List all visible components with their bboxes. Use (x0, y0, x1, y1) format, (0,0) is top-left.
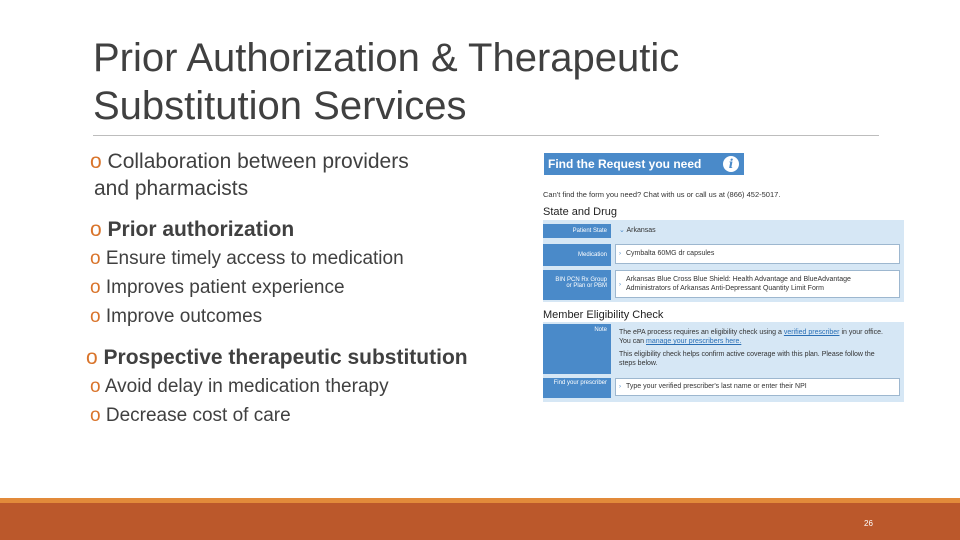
note-line4: steps below. (619, 360, 658, 367)
bullet-text: Prospective therapeutic substitution (103, 346, 468, 369)
note-line3: This eligibility check helps confirm active coverage with this plan. Please follow the (619, 351, 875, 358)
bullet-text: Collaboration between providers (107, 150, 409, 173)
slide-title (93, 34, 793, 130)
bin-pcn-label-line2: or Plan or PBM (566, 283, 607, 289)
find-prescriber-label: Find your prescriber (543, 378, 611, 398)
prescriber-search-input[interactable] (615, 378, 900, 396)
bullet-marker: o (86, 346, 98, 369)
manage-prescribers-link[interactable]: manage your prescribers here. (646, 338, 742, 345)
bullet-text: and pharmacists (94, 177, 249, 200)
sub-bullet-text: Decrease cost of care (105, 405, 291, 426)
bullet-marker: o (90, 376, 101, 397)
medication-value: Cymbalta 60MG dr capsules (626, 250, 715, 257)
state-drug-form (543, 220, 904, 302)
find-prescriber-row (543, 378, 904, 398)
bullet-marker: o (90, 218, 102, 241)
sub-bullet-text: Avoid delay in medication therapy (104, 376, 389, 397)
sub-bullet-text: Ensure timely access to medication (105, 248, 404, 269)
page-number: 26 (864, 519, 873, 528)
sub-bullet-text: Improve outcomes (105, 306, 263, 327)
epa-screenshot-panel (540, 150, 905, 410)
note-line2a: You can (619, 338, 646, 345)
help-note: Can't find the form you need? Chat with us or call us at (866) 452-5017. (543, 190, 781, 199)
footer-accent-line (0, 498, 960, 503)
medication-row (543, 244, 904, 266)
bin-pcn-row (543, 270, 904, 300)
plan-value-line1: Arkansas Blue Cross Blue Shield: Health Advantage and BlueAdvantage (626, 276, 851, 283)
patient-state-row (543, 224, 904, 238)
note-row (543, 324, 904, 374)
chevron-down-icon: ⌄ (619, 227, 625, 234)
bullet-therapeutic-substitution (86, 344, 468, 371)
patient-state-value: Arkansas (626, 227, 656, 234)
bullet-marker: o (90, 150, 102, 173)
plan-value-line2: Administrators of Arkansas Anti-Depressant Quantity Limit Form (626, 285, 825, 292)
sub-bullet (90, 404, 291, 428)
bullet-marker: o (90, 306, 101, 327)
section-member-eligibility: Member Eligibility Check (543, 309, 664, 321)
bullet-marker: o (90, 405, 101, 426)
prescriber-search-placeholder: Type your verified prescriber's last name or enter their NPI (626, 383, 807, 390)
sub-bullet (90, 247, 404, 271)
sub-bullet (90, 305, 262, 329)
chevron-right-icon: › (619, 384, 621, 390)
bullet-collaboration (90, 148, 409, 175)
note-text (619, 328, 883, 368)
sub-bullet (90, 375, 389, 399)
find-request-label: Find the Request you need (548, 157, 702, 171)
note-line1b: in your office. (839, 329, 883, 336)
plan-field[interactable] (615, 270, 900, 298)
bullet-prior-authorization (90, 216, 294, 243)
bullet-collaboration-cont (94, 175, 248, 202)
eligibility-form (543, 322, 904, 402)
title-divider (93, 135, 879, 136)
bin-pcn-label (543, 270, 611, 300)
section-state-drug: State and Drug (543, 206, 617, 218)
find-request-button[interactable] (544, 153, 744, 175)
footer-bar (0, 498, 960, 540)
note-label: Note (543, 324, 611, 374)
bin-pcn-label-line1: BIN PCN Rx Group (555, 277, 607, 283)
medication-label: Medication (543, 244, 611, 266)
note-line1a: The ePA process requires an eligibility check using a (619, 329, 784, 336)
bullet-text: Prior authorization (107, 218, 295, 241)
chevron-right-icon: › (619, 251, 621, 257)
slide-title-line2: Substitution Services (93, 84, 467, 128)
patient-state-label: Patient State (543, 224, 611, 238)
patient-state-select[interactable] (619, 226, 656, 234)
medication-field[interactable] (615, 244, 900, 264)
chevron-right-icon: › (619, 282, 621, 288)
slide-title-line1: Prior Authorization & Therapeutic (93, 36, 680, 80)
info-icon[interactable]: i (723, 156, 739, 172)
sub-bullet (90, 276, 345, 300)
bullet-marker: o (90, 248, 101, 269)
sub-bullet-text: Improves patient experience (105, 277, 345, 298)
verified-prescriber-link[interactable]: verified prescriber (783, 329, 840, 336)
bullet-marker: o (90, 277, 101, 298)
